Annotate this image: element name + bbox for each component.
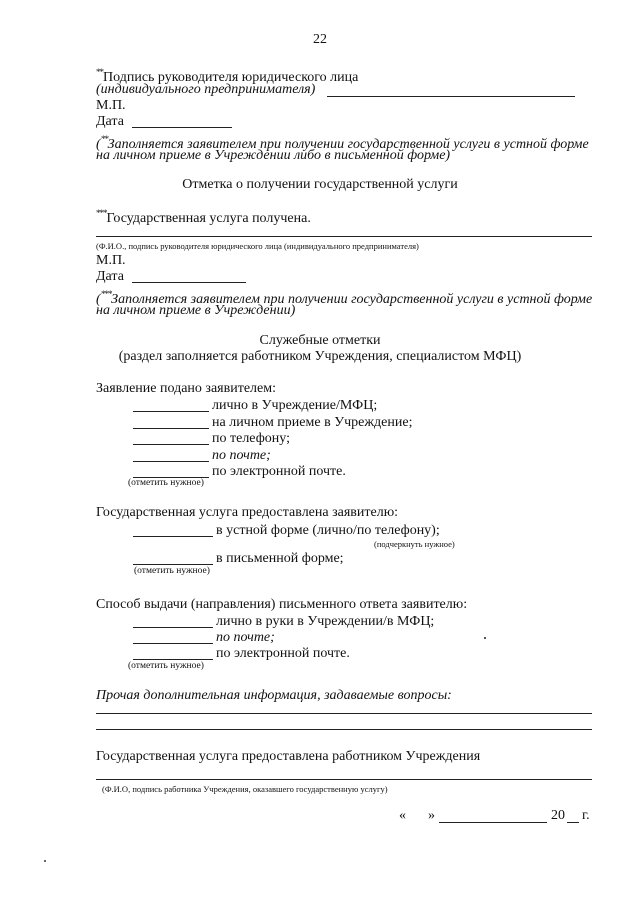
checkbox-line[interactable] bbox=[133, 536, 213, 537]
mark-needed-note: (отметить нужное) bbox=[134, 566, 210, 576]
checkbox-line[interactable] bbox=[133, 659, 213, 660]
footnote-line-2: на личном приеме в Учреждении) bbox=[96, 303, 296, 318]
employee-signature-field[interactable] bbox=[96, 779, 592, 780]
option-oral: в устной форме (лично/по телефону); bbox=[216, 523, 440, 538]
checkbox-line[interactable] bbox=[133, 411, 209, 412]
page-number: 22 bbox=[313, 32, 327, 47]
checkbox-line[interactable] bbox=[133, 461, 209, 462]
speck bbox=[484, 637, 486, 639]
signature-field[interactable] bbox=[327, 96, 575, 97]
option-handed: лично в руки в Учреждении/в МФЦ; bbox=[216, 614, 435, 629]
underline-note: (подчеркнуть нужное) bbox=[374, 539, 455, 549]
employee-caption: (Ф.И.О, подпись работника Учреждения, оказавшего государственную услугу) bbox=[102, 784, 388, 794]
year-field[interactable] bbox=[567, 822, 579, 823]
footnote-mark: *** bbox=[96, 208, 107, 218]
checkbox-line[interactable] bbox=[133, 627, 213, 628]
option-email: по электронной почте. bbox=[212, 464, 346, 479]
footnote-mark: *** bbox=[100, 289, 112, 299]
date-label: Дата bbox=[96, 269, 124, 284]
application-label: Заявление подано заявителем: bbox=[96, 381, 276, 396]
month-field[interactable] bbox=[439, 822, 547, 823]
received-line bbox=[96, 205, 311, 227]
date-field[interactable] bbox=[132, 127, 232, 128]
footnote-line-2: на личном приеме в Учреждении либо в письменной форме) bbox=[96, 148, 451, 163]
year-suffix: г. bbox=[582, 808, 590, 823]
option-in-person: лично в Учреждение/МФЦ; bbox=[212, 398, 378, 413]
option-mail: по почте; bbox=[212, 448, 271, 463]
paren: ( bbox=[96, 137, 101, 152]
checkbox-line[interactable] bbox=[133, 564, 213, 565]
signature-line-2: (индивидуального предпринимателя) bbox=[96, 82, 316, 97]
signature-field[interactable] bbox=[96, 236, 592, 237]
close-quote: » bbox=[428, 808, 435, 823]
checkbox-line[interactable] bbox=[133, 444, 209, 445]
other-info-field[interactable] bbox=[96, 729, 592, 730]
year-prefix: 20 bbox=[551, 808, 565, 823]
signature-caption: (Ф.И.О., подпись руководителя юридического лица (индивидуального предпринимателя) bbox=[96, 241, 419, 251]
service-notes-subheading: (раздел заполняется работником Учреждения, специалистом МФЦ) bbox=[118, 349, 522, 364]
option-by-mail: по почте; bbox=[216, 630, 275, 645]
received-text: Государственная услуга получена. bbox=[106, 211, 311, 226]
option-written: в письменной форме; bbox=[216, 551, 344, 566]
checkbox-line[interactable] bbox=[133, 428, 209, 429]
other-info-label: Прочая дополнительная информация, задаваемые вопросы: bbox=[96, 688, 452, 703]
signature-label: Подпись руководителя юридического лица bbox=[103, 70, 359, 85]
footnote-mark: ** bbox=[96, 67, 103, 77]
stamp-label: М.П. bbox=[96, 253, 126, 268]
checkbox-line[interactable] bbox=[133, 643, 213, 644]
delivery-label: Способ выдачи (направления) письменного ответа заявителю: bbox=[96, 597, 468, 612]
speck bbox=[44, 860, 46, 862]
option-reception: на личном приеме в Учреждение; bbox=[212, 415, 413, 430]
date-label: Дата bbox=[96, 114, 124, 129]
stamp-label: М.П. bbox=[96, 98, 126, 113]
open-quote: « bbox=[399, 808, 406, 823]
paren: ( bbox=[96, 292, 101, 307]
date-field[interactable] bbox=[132, 282, 246, 283]
footnote-text: Заполняется заявителем при получении государственной услуги в устной форме bbox=[111, 292, 593, 307]
mark-needed-note: (отметить нужное) bbox=[128, 661, 204, 671]
footnote-text: Заполняется заявителем при получении государственной услуги в устной форме bbox=[107, 137, 589, 152]
option-by-email: по электронной почте. bbox=[216, 646, 350, 661]
receipt-heading: Отметка о получении государственной услуги bbox=[182, 177, 458, 192]
provided-label: Государственная услуга предоставлена заявителю: bbox=[96, 505, 399, 520]
option-phone: по телефону; bbox=[212, 431, 290, 446]
footnote-mark: ** bbox=[100, 134, 108, 144]
mark-needed-note: (отметить нужное) bbox=[128, 478, 204, 488]
other-info-field[interactable] bbox=[96, 713, 592, 714]
service-notes-heading: Служебные отметки bbox=[259, 333, 381, 348]
provided-by-label: Государственная услуга предоставлена работником Учреждения bbox=[96, 749, 481, 764]
